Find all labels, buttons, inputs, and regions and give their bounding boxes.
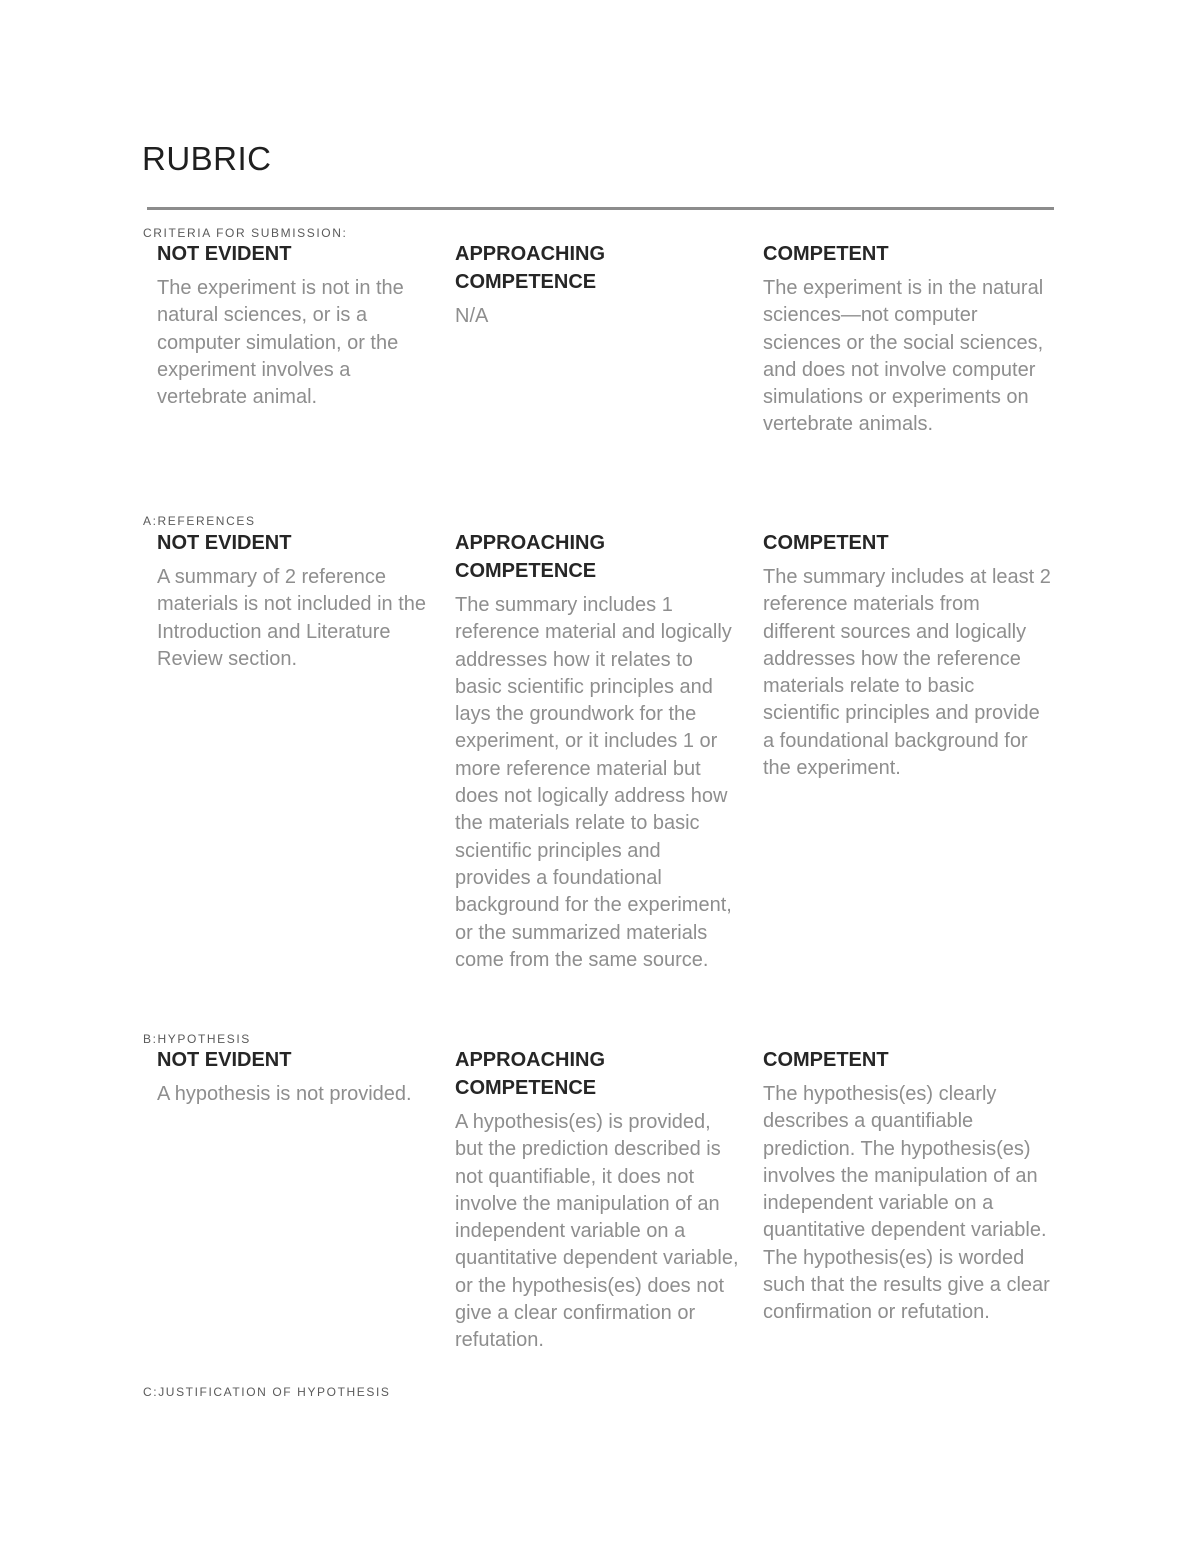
level-heading: APPROACHING COMPETENCE (455, 243, 606, 293)
level-description: The hypothesis(es) clearly describes a quantifiable prediction. The hypothesis(es) involves the manipulation of an independent variable on a quantitative dependent variable. The hypothesis(es) is worded such that the results give a clear confirmation or refutation. (763, 1083, 1050, 1324)
level-heading: NOT EVIDENT (157, 243, 292, 265)
hypothesis-approaching (455, 1046, 740, 1355)
title-divider (147, 207, 1054, 210)
level-heading: APPROACHING COMPETENCE (455, 532, 606, 582)
references-competent (763, 529, 1053, 782)
criteria-approaching (455, 240, 740, 330)
level-description: The experiment is not in the natural sciences, or is a computer simulation, or the experiment involves a vertebrate animal. (157, 277, 404, 409)
hypothesis-competent (763, 1046, 1053, 1327)
page-title: RUBRIC (142, 140, 272, 177)
level-heading: NOT EVIDENT (157, 532, 292, 554)
level-description: N/A (455, 305, 489, 327)
criteria-not-evident (157, 240, 427, 411)
level-description: A hypothesis is not provided. (157, 1083, 412, 1105)
level-heading: NOT EVIDENT (157, 1049, 292, 1071)
section-label-justification: C:JUSTIFICATION OF HYPOTHESIS (143, 1385, 391, 1399)
level-heading: APPROACHING COMPETENCE (455, 1049, 606, 1099)
level-heading: COMPETENT (763, 1049, 889, 1071)
section-label-criteria: CRITERIA FOR SUBMISSION: (143, 226, 348, 240)
level-description: A summary of 2 reference materials is not included in the Introduction and Literature Review section. (157, 566, 427, 670)
hypothesis-not-evident (157, 1046, 427, 1108)
section-label-hypothesis: B:HYPOTHESIS (143, 1032, 251, 1046)
level-description: The summary includes at least 2 reference materials from different sources and logically addresses how the reference materials relate to basic scientific principles and provide a foundational background for the experiment. (763, 566, 1051, 780)
section-label-references: A:REFERENCES (143, 514, 256, 528)
criteria-competent (763, 240, 1053, 439)
references-not-evident (157, 529, 427, 673)
level-description: The experiment is in the natural sciences—not computer sciences or the social sciences, and does not involve computer simulations or experiments on vertebrate animals. (763, 277, 1044, 436)
level-description: A hypothesis(es) is provided, but the prediction described is not quantifiable, it does not involve the manipulation of an independent variable on a quantitative dependent variable, or the hypothesis(es) does not give a clear confirmation or refutation. (455, 1111, 739, 1352)
references-approaching (455, 529, 740, 974)
level-heading: COMPETENT (763, 532, 889, 554)
level-heading: COMPETENT (763, 243, 889, 265)
level-description: The summary includes 1 reference material and logically addresses how it relates to basic scientific principles and lays the groundwork for the experiment, or it includes 1 or more reference material but does not logically address how the materials relate to basic scientific principles and provides a foundational background for the experiment, or the summarized materials come from the same source. (455, 594, 732, 971)
